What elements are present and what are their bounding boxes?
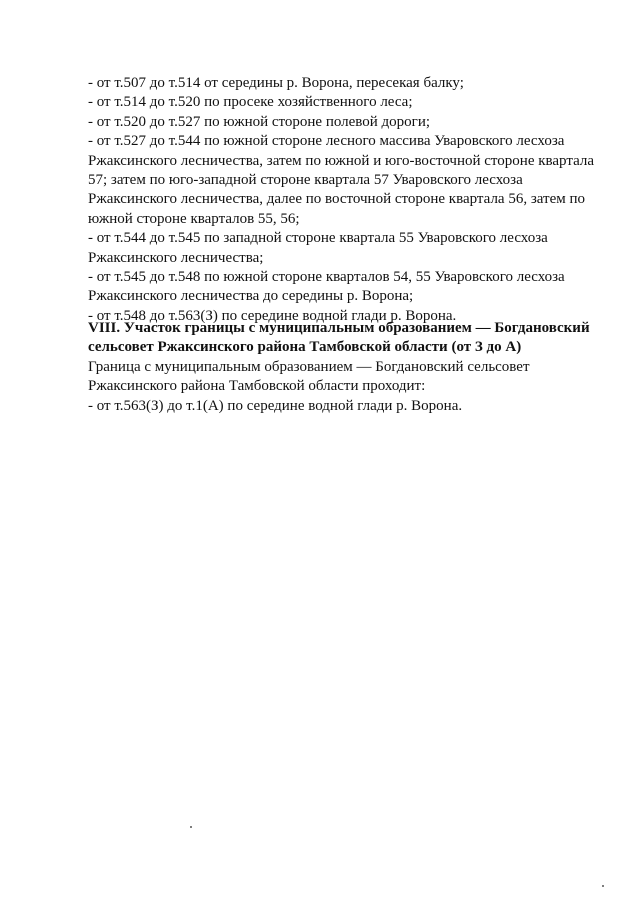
route-line: - от т.527 до т.544 по южной стороне лесного массива Уваровского лесхоза: [88, 133, 565, 150]
scan-speck: [602, 885, 604, 887]
route-line: Ржаксинского лесничества до середины р. Ворона;: [88, 288, 414, 305]
route-line: южной стороне кварталов 55, 56;: [88, 210, 300, 227]
section-text: Ржаксинского района Тамбовской области проходит:: [88, 378, 426, 395]
route-description: [88, 74, 628, 326]
route-line: 57; затем по юго-западной стороне квартала 57 Уваровского лесхоза: [88, 171, 523, 188]
route-line: Ржаксинского лесничества, далее по восточной стороне квартала 56, затем по: [88, 191, 586, 208]
route-line: Ржаксинского лесничества;: [88, 249, 264, 266]
route-line: - от т.514 до т.520 по просеке хозяйственного леса;: [88, 94, 413, 111]
scan-speck: [190, 826, 192, 828]
route-line: Ржаксинского лесничества, затем по южной и юго-восточной стороне квартала: [88, 152, 595, 169]
route-line: - от т.544 до т.545 по западной стороне квартала 55 Уваровского лесхоза: [88, 230, 548, 247]
route-line: - от т.520 до т.527 по южной стороне полевой дороги;: [88, 113, 431, 130]
section-heading: сельсовет Ржаксинского района Тамбовской области (от З до А): [88, 339, 522, 356]
route-line: - от т.545 до т.548 по южной стороне кварталов 54, 55 Уваровского лесхоза: [88, 268, 565, 285]
section-viii: [88, 319, 628, 416]
route-line: - от т.507 до т.514 от середины р. Ворона, пересекая балку;: [88, 75, 464, 91]
section-heading: VIII. Участок границы с муниципальным образованием — Богдановский: [88, 320, 590, 336]
section-text: Граница с муниципальным образованием — Богдановский сельсовет: [88, 358, 530, 375]
section-text: - от т.563(З) до т.1(А) по середине водной глади р. Ворона.: [88, 397, 463, 414]
route-line: - от т.548 до т.563(З) по середине водной глади р. Ворона.: [88, 307, 457, 324]
